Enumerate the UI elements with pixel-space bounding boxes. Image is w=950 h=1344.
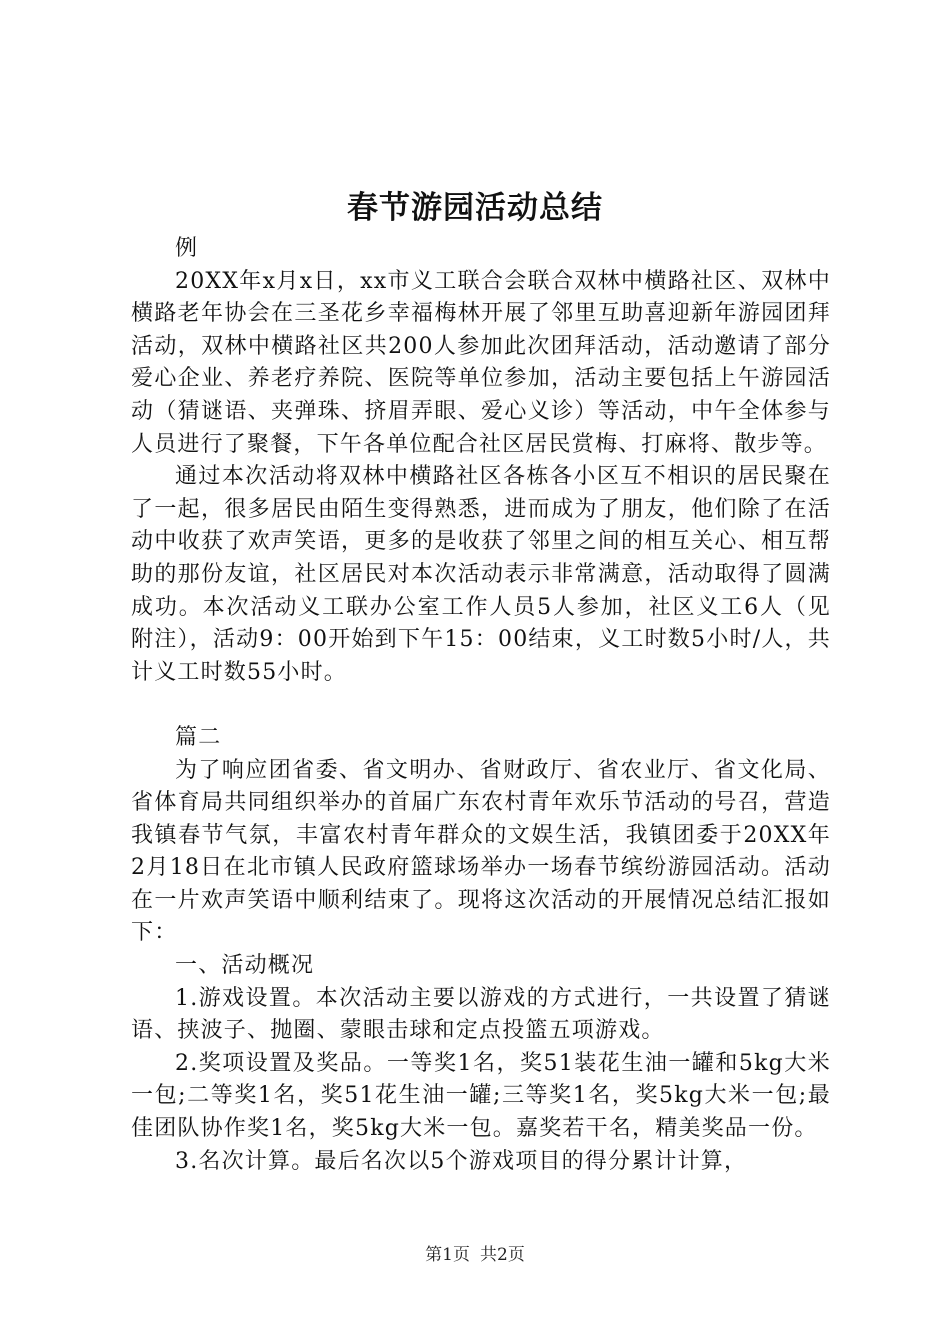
paragraph: 通过本次活动将双林中横路社区各栋各小区互不相识的居民聚在了一起，很多居民由陌生变得熟悉，进而成为了朋友，他们除了在活动中收获了欢声笑语，更多的是收获了邻里之间的相互关心、相互帮助的那份友谊，社区居民对本次活动表示非常满意，活动取得了圆满成功。本次活动义工联办公室工作人员5人参加，社区义工6人（见附注），活动9：00开始到下午15：00结束，义工时数5小时/人，共计义工时数55小时。 xyxy=(131,464,831,685)
paragraph: 20XX年x月x日，xx市义工联合会联合双林中横路社区、双林中横路老年协会在三圣花乡幸福梅林开展了邻里互助喜迎新年游园团拜活动，双林中横路社区共200人参加此次团拜活动，活动邀请了部分爱心企业、养老疗养院、医院等单位参加，活动主要包括上午游园活动（猜谜语、夹弹珠、挤眉弄眼、爱心义诊）等活动，中午全体参与人员进行了聚餐，下午各单位配合社区居民赏梅、打麻将、散步等。 xyxy=(131,268,831,457)
page-total: 共2页 xyxy=(480,1245,525,1265)
section-heading: 一、活动概况 xyxy=(175,953,315,979)
paragraph: 为了响应团省委、省文明办、省财政厅、省农业厅、省文化局、省体育局共同组织举办的首届广东农村青年欢乐节活动的号召，营造我镇春节气氛，丰富农村青年群众的文娱生活，我镇团委于20XX年2月18日在北市镇人民政府篮球场举办一场春节缤纷游园活动。活动在一片欢声笑语中顺利结束了。现将这次活动的开展情况总结汇报如下： xyxy=(131,757,831,946)
list-item: 3.名次计算。最后名次以5个游戏项目的得分累计计算， xyxy=(175,1148,748,1174)
page-number: 第1页 xyxy=(425,1245,470,1265)
section-label-example: 例 xyxy=(175,236,199,261)
document-body xyxy=(131,233,831,1178)
section-label-part-two: 篇二 xyxy=(175,724,222,750)
page-footer xyxy=(0,1243,950,1267)
list-item: 1.游戏设置。本次活动主要以游戏的方式进行，一共设置了猜谜语、挟波子、抛圈、蒙眼击球和定点投篮五项游戏。 xyxy=(131,985,831,1044)
list-item: 2.奖项设置及奖品。一等奖1名，奖51装花生油一罐和5kg大米一包;二等奖1名，奖51花生油一罐;三等奖1名，奖5kg大米一包;最佳团队协作奖1名，奖5kg大米一包。嘉奖若干名，精美奖品一份。 xyxy=(131,1050,831,1142)
paragraph-gap xyxy=(131,689,831,722)
document-title: 春节游园活动总结 xyxy=(347,190,603,226)
